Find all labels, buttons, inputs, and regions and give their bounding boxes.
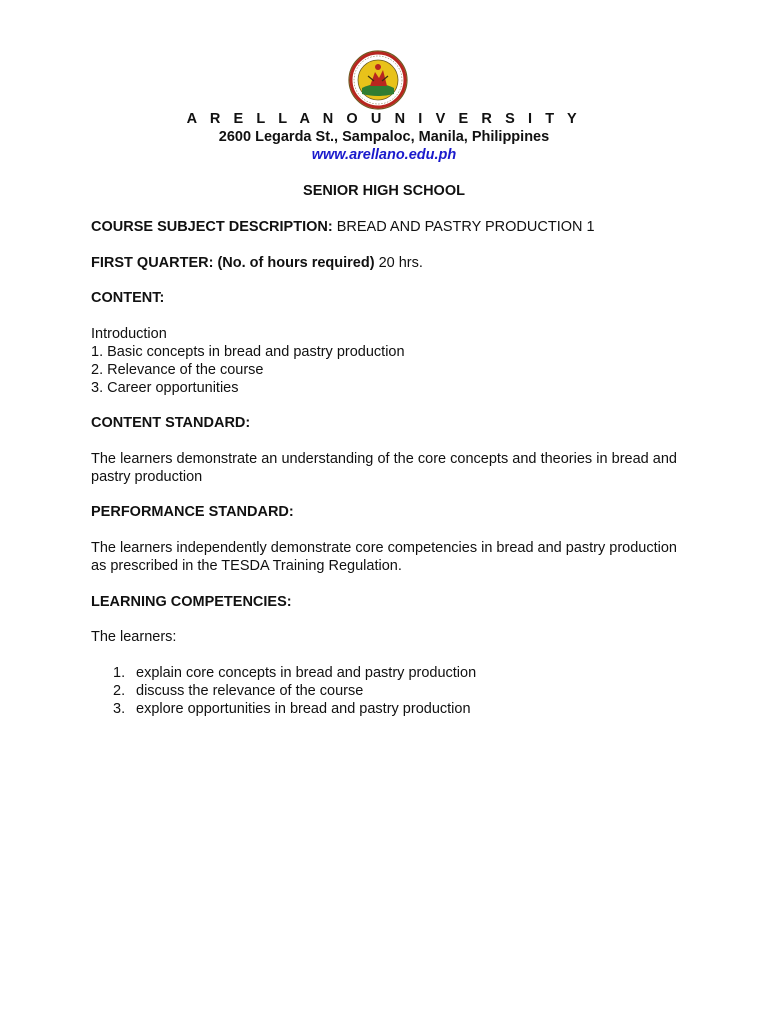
- content-heading: CONTENT:: [91, 290, 165, 306]
- first-quarter-hours: [91, 254, 677, 272]
- content-item: Introduction: [91, 326, 167, 342]
- department-title: SENIOR HIGH SCHOOL: [303, 183, 465, 199]
- university-seal-icon: [348, 50, 408, 110]
- content-item: 1. Basic concepts in bread and pastry production: [91, 344, 405, 360]
- list-item: [91, 700, 677, 718]
- content-standard-heading: CONTENT STANDARD:: [91, 415, 251, 431]
- content-item: 3. Career opportunities: [91, 380, 239, 396]
- course-description-value: BREAD AND PASTRY PRODUCTION 1: [336, 219, 595, 235]
- list-item: [91, 664, 677, 682]
- university-website-link[interactable]: www.arellano.edu.ph: [311, 147, 457, 163]
- learning-competencies-heading: LEARNING COMPETENCIES:: [91, 594, 292, 610]
- list-item-number: 2.: [113, 683, 126, 699]
- learning-competencies-intro: The learners:: [91, 629, 177, 645]
- content-item: 2. Relevance of the course: [91, 362, 264, 378]
- content-standard-text: The learners demonstrate an understanding of the core concepts and theories in bread and pastry production: [91, 451, 677, 485]
- list-item-number: 3.: [113, 701, 126, 717]
- content-list: [91, 325, 677, 397]
- competencies-list: [91, 664, 677, 718]
- performance-standard-text: The learners independently demonstrate core competencies in bread and pastry production as prescribed in the TESDA Training Regulation.: [91, 540, 677, 574]
- university-name: A R E L L A N O U N I V E R S I T Y: [186, 111, 582, 127]
- first-quarter-value: 20 hrs.: [378, 255, 423, 271]
- list-item-text: explain core concepts in bread and pastry production: [136, 665, 477, 681]
- list-item-text: explore opportunities in bread and pastry production: [136, 701, 471, 717]
- performance-standard-heading: PERFORMANCE STANDARD:: [91, 504, 294, 520]
- university-address: 2600 Legarda St., Sampaloc, Manila, Philippines: [218, 129, 550, 145]
- first-quarter-label: FIRST QUARTER: (No. of hours required): [91, 255, 375, 271]
- course-description: [91, 218, 677, 236]
- list-item: [91, 682, 677, 700]
- course-description-label: COURSE SUBJECT DESCRIPTION:: [91, 219, 333, 235]
- list-item-text: discuss the relevance of the course: [136, 683, 364, 699]
- list-item-number: 1.: [113, 665, 126, 681]
